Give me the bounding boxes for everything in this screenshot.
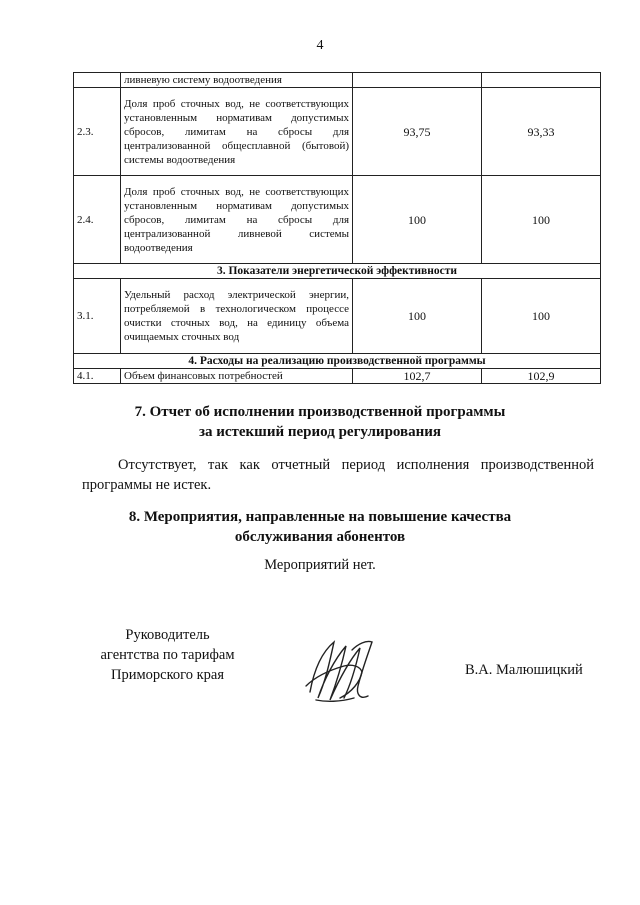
row-number: 2.4. [74,176,121,264]
section-heading: 3. Показатели энергетической эффективности [74,264,601,279]
section7-text-body: Отсутствует, так как отчетный период исполнения производственной программы не истек. [82,457,594,493]
signer-title-line3: Приморского края [110,667,224,683]
section-heading: 4. Расходы на реализацию производственной программы [74,354,601,369]
row-number: 4.1. [74,369,121,384]
row-description: Доля проб сточных вод, не соответствующих установленным нормативам допустимых сбросов, лимитам на сбросы для централизованной общесплавной (бытовой) системы водоотведения [121,88,353,176]
table-row [74,176,601,264]
section8-heading-line2: обслуживания абонентов [234,529,406,545]
value-actual: 102,9 [482,369,601,384]
section7-text [82,455,594,495]
value-planned: 100 [353,279,482,354]
row-description: ливневую систему водоотведения [121,73,353,88]
row-number-cell [74,73,121,88]
handwritten-signature [300,630,380,710]
value-2024 [482,73,601,88]
signer-name: В.А. Малюшицкий [465,662,583,678]
row-description: Объем финансовых потребностей [121,369,353,384]
table-row [74,88,601,176]
section-row [74,264,601,279]
page-number: 4 [316,38,324,53]
signer-title [80,625,255,685]
row-number: 2.3. [74,88,121,176]
section-row [74,354,601,369]
section7-heading-line2: за истекший период регулирования [198,424,442,440]
signer-title-line1: Руководитель [125,627,210,643]
indicators-table [73,72,601,384]
value-actual: 100 [482,279,601,354]
value-actual: 93,33 [482,88,601,176]
value-planned: 102,7 [353,369,482,384]
section7-heading-line1: 7. Отчет об исполнении производственной программы [134,404,506,420]
table-row [74,369,601,384]
table-row [74,279,601,354]
value-planned: 93,75 [353,88,482,176]
section8-heading-line1: 8. Мероприятия, направленные на повышение качества [128,509,512,525]
value-actual: 100 [482,176,601,264]
row-number: 3.1. [74,279,121,354]
value-planned: 100 [353,176,482,264]
row-description: Доля проб сточных вод, не соответствующих установленным нормативам допустимых сбросов, лимитам на сбросы для централизованной ливневой системы водоотведения [121,176,353,264]
section8-text: Мероприятий нет. [264,557,376,573]
signer-title-line2: агентства по тарифам [100,647,235,663]
row-description: Удельный расход электрической энергии, потребляемой в технологическом процессе очистки сточных вод, на единицу объема очищаемых сточных вод [121,279,353,354]
value-2023 [353,73,482,88]
table-row [74,73,601,88]
